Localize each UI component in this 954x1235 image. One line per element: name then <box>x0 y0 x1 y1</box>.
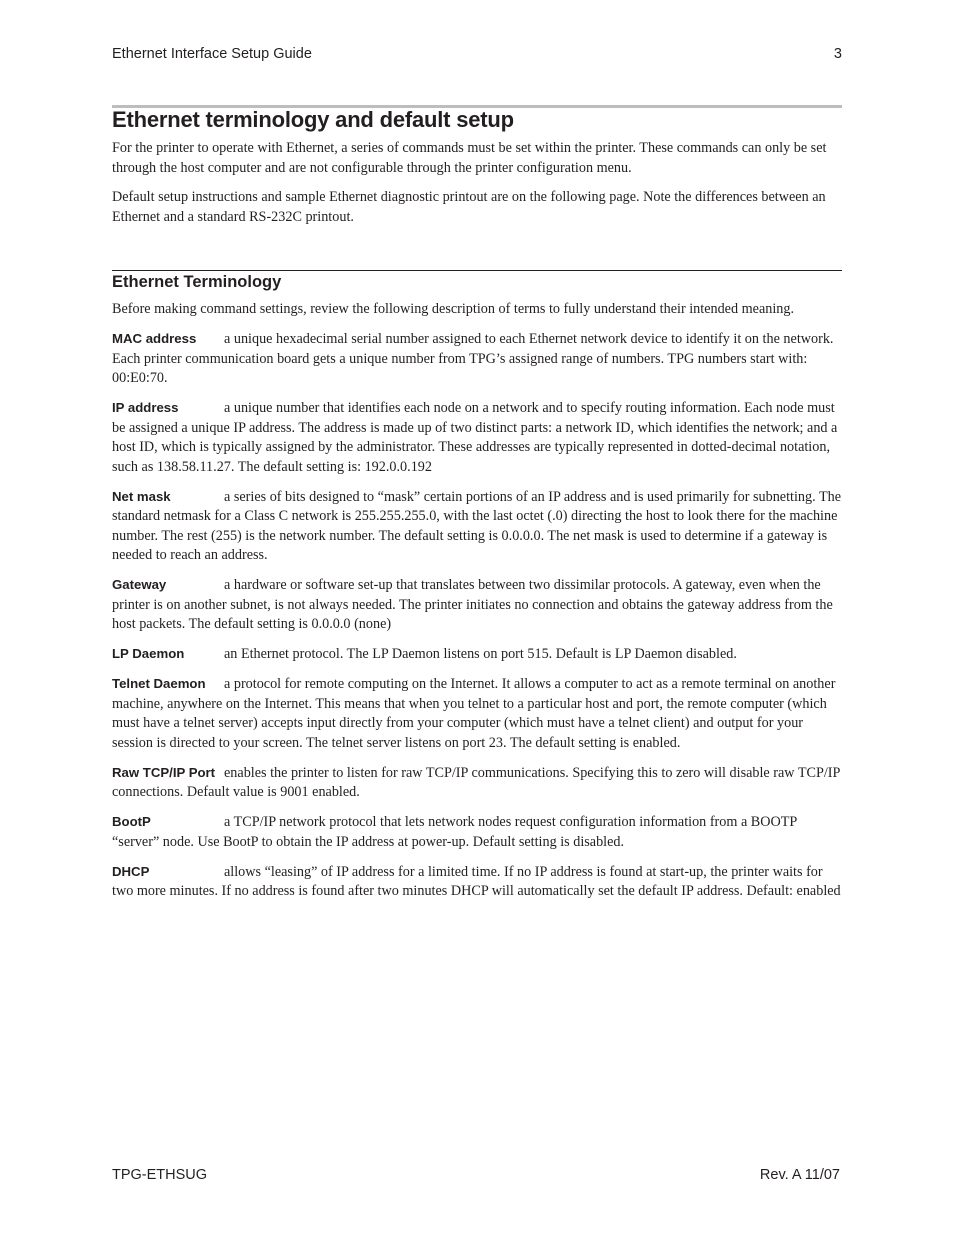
term-label: Gateway <box>112 577 167 592</box>
document-code: TPG-ETHSUG <box>112 1167 208 1183</box>
terminology-lead: Before making command settings, review the following description of terms to fully understand their intended meaning. <box>112 301 795 317</box>
term-label: DHCP <box>112 863 150 879</box>
term-label: LP Daemon <box>112 646 185 661</box>
intro-paragraph: For the printer to operate with Ethernet, a series of commands must be set within the printer. These commands can only be set through the host computer and are not configurable through the printer configuration menu. <box>112 140 827 176</box>
term-definition: a unique hexadecimal serial number assigned to each Ethernet network device to identify it on the network. Each printer communication board gets a unique number from TPG’s assigned range of numbers. TPG numbers start with: 00:E0:70. <box>112 331 834 386</box>
section-title: Ethernet terminology and default setup <box>112 107 514 132</box>
term-entry-telnet-daemon <box>112 674 844 753</box>
intro-paragraph: Default setup instructions and sample Ethernet diagnostic printout are on the following page. Note the differences between an Ethernet and a standard RS-232C printout. <box>112 189 826 225</box>
term-entry-raw-tcp-ip-port <box>112 763 844 803</box>
term-entry-mac-address <box>112 329 844 389</box>
term-entry-gateway <box>112 575 844 635</box>
term-definition: a hardware or software set-up that translates between two dissimilar protocols. A gateway, even when the printer is on another subnet, is not always needed. The printer initiates no connection and obtains the gateway address from the host packets. The default setting is 0.0.0.0 (none) <box>112 577 833 632</box>
term-entry-bootp <box>112 812 844 852</box>
term-label: MAC address <box>112 331 197 346</box>
term-entry-lp-daemon <box>112 644 844 665</box>
page-footer <box>112 1167 842 1183</box>
term-definition: enables the printer to listen for raw TCP/IP communications. Specifying this to zero will disable raw TCP/IP connections. Default value is 9001 enabled. <box>112 764 840 800</box>
guide-title: Ethernet Interface Setup Guide <box>112 46 312 62</box>
term-entry-ip-address <box>112 398 844 477</box>
term-entry-dhcp <box>112 862 844 902</box>
term-list <box>112 329 844 911</box>
term-definition: an Ethernet protocol. The LP Daemon listens on port 515. Default is LP Daemon disabled. <box>224 646 737 662</box>
intro-text <box>112 139 842 237</box>
subsection-divider <box>112 270 842 271</box>
term-definition: a protocol for remote computing on the Internet. It allows a computer to act as a remote terminal on another machine, anywhere on the Internet. This means that when you telnet to a particular host and port, the remote computer (which must have a telnet server) accepts input directly from your computer (which must have a telnet client) and output for your session is directed to your screen. The telnet server listens on port 23. The default setting is enabled. <box>112 676 836 751</box>
term-definition: a unique number that identifies each node on a network and to specify routing information. Each node must be assigned a unique IP address. The address is made up of two distinct parts: a network ID, which identifies the network; and a host ID, which is typically assigned by the administrator. These addresses are typically represented in dotted-decimal notation, such as 138.58.11.27. The default setting is: 192.0.0.192 <box>112 400 838 475</box>
term-entry-net-mask <box>112 487 844 566</box>
revision-label: Rev. A 11/07 <box>759 1167 840 1183</box>
term-label: IP address <box>112 400 179 415</box>
term-label: Net mask <box>112 488 171 504</box>
term-label: BootP <box>112 814 151 829</box>
running-header <box>112 46 842 62</box>
term-definition: a series of bits designed to “mask” certain portions of an IP address and is used primarily for subnetting. The standard netmask for a Class C network is 255.255.255.0, with the last octet (.0) directing the host to look there for the machine number. The rest (255) is the network number. The default setting is 0.0.0.0. The net mask is used to determine if a gateway is needed to reach an address. <box>112 488 842 563</box>
term-definition: a TCP/IP network protocol that lets network nodes request configuration information from a BOOTP “server” node. Use BootP to obtain the IP address at power-up. Default setting is disabled. <box>112 814 797 850</box>
term-definition: allows “leasing” of IP address for a limited time. If no IP address is found at start-up, the printer waits for two more minutes. If no address is found after two minutes DHCP will automatically set the default IP address. Default: enabled <box>112 863 841 899</box>
term-label: Raw TCP/IP Port <box>112 764 216 780</box>
subsection-title: Ethernet Terminology <box>112 273 282 291</box>
term-label: Telnet Daemon <box>112 676 206 691</box>
page-number: 3 <box>833 46 842 62</box>
